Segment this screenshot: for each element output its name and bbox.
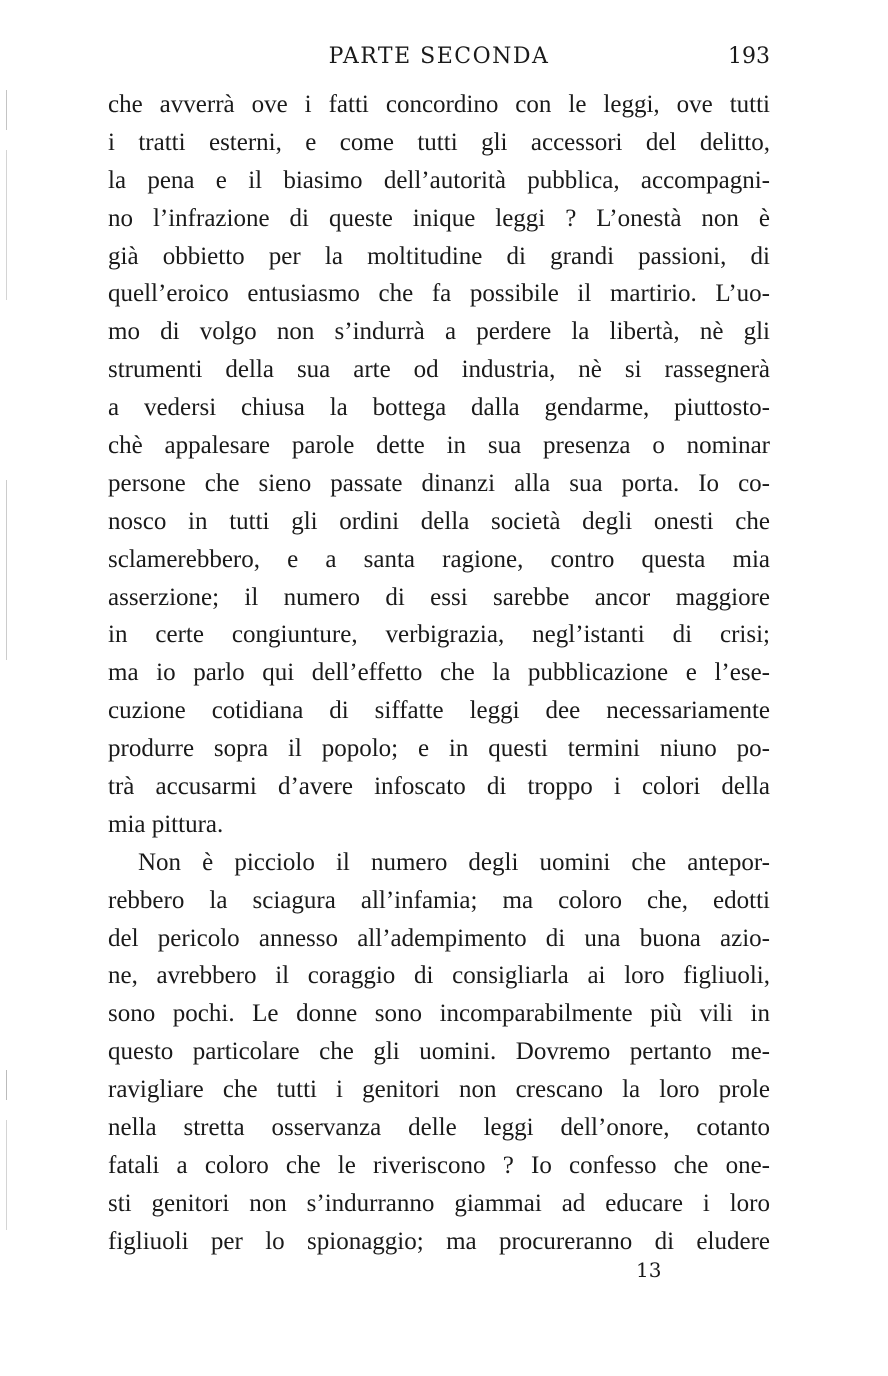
text-line: ne, avrebbero il coraggio di consigliarla ai loro figliuoli, xyxy=(108,962,770,990)
text-line: che avverrà ove i fatti concordino con le leggi, ove tutti xyxy=(108,91,770,118)
text-line: trà accusarmi d’avere infoscato di troppo i colori della xyxy=(108,773,770,801)
text-line: sti genitori non s’indurranno giammai ad educare i loro xyxy=(108,1189,770,1217)
text-line: produrre sopra il popolo; e in questi termini niuno po- xyxy=(108,735,770,763)
text-line: del pericolo annesso all’adempimento di una buona azio- xyxy=(108,924,770,952)
text-line: cuzione cotidiana di siffatte leggi dee necessariamente xyxy=(108,697,770,725)
scan-margin-mark xyxy=(6,480,7,660)
paragraph-start-line: Non è picciolo il numero degli uomini che antepor- xyxy=(138,848,770,876)
text-line: mo di volgo non s’indurrà a perdere la libertà, nè gli xyxy=(108,318,770,346)
text-line: persone che sieno passate dinanzi alla sua porta. Io co- xyxy=(108,469,770,497)
text-line: quell’eroico entusiasmo che fa possibile il martirio. L’uo- xyxy=(108,280,770,308)
page-header xyxy=(108,44,770,78)
text-line: mia pittura. xyxy=(108,810,224,838)
scan-margin-mark xyxy=(6,90,7,130)
text-line: ma io parlo qui dell’effetto che la pubblicazione e l’ese- xyxy=(108,659,770,687)
text-line: nosco in tutti gli ordini della società degli onesti che xyxy=(108,507,770,535)
text-line: strumenti della sua arte od industria, nè si rassegnerà xyxy=(108,356,770,384)
text-line: fatali a coloro che le riveriscono ? Io confesso che one- xyxy=(108,1151,770,1179)
body-text xyxy=(108,86,770,1261)
running-head: PARTE SECONDA xyxy=(328,44,550,69)
text-line: i tratti esterni, e come tutti gli accessori del delitto, xyxy=(108,128,770,156)
signature-mark: 13 xyxy=(636,1258,662,1282)
text-line: asserzione; il numero di essi sarebbe ancor maggiore xyxy=(108,583,770,611)
text-line: a vedersi chiusa la bottega dalla gendarme, piuttosto- xyxy=(108,394,770,422)
scan-margin-mark xyxy=(6,1070,7,1100)
text-line: ravigliare che tutti i genitori non crescano la loro prole xyxy=(108,1076,770,1104)
text-line: no l’infrazione di queste inique leggi ? L’onestà non è xyxy=(108,204,770,232)
scan-margin-mark xyxy=(6,150,7,300)
text-line: in certe congiunture, verbigrazia, negl’istanti di crisi; xyxy=(108,621,770,649)
text-line: la pena e il biasimo dell’autorità pubblica, accompagni- xyxy=(108,166,770,194)
text-line: nella stretta osservanza delle leggi dell’onore, cotanto xyxy=(108,1114,770,1142)
text-line: questo particolare che gli uomini. Dovremo pertanto me- xyxy=(108,1038,770,1066)
text-line: sclamerebbero, e a santa ragione, contro questa mia xyxy=(108,545,770,573)
text-line: rebbero la sciagura all’infamia; ma coloro che, edotti xyxy=(108,886,770,914)
scan-margin-mark xyxy=(6,1120,7,1230)
text-line: sono pochi. Le donne sono incomparabilmente più vili in xyxy=(108,1000,770,1028)
text-line: già obbietto per la moltitudine di grandi passioni, di xyxy=(108,242,770,270)
page-number: 193 xyxy=(728,44,770,69)
text-line: chè appalesare parole dette in sua presenza o nominar xyxy=(108,432,770,460)
text-line: figliuoli per lo spionaggio; ma procureranno di eludere xyxy=(108,1227,770,1255)
